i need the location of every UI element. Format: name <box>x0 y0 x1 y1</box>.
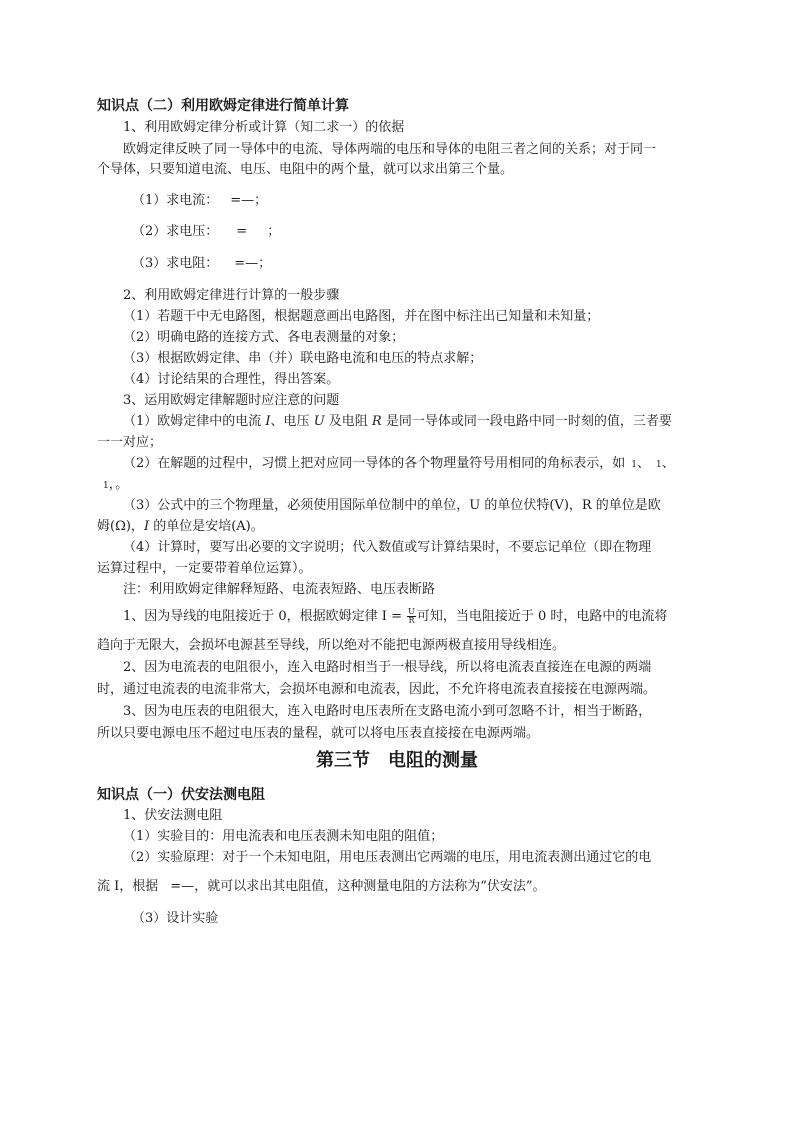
text-run: （2）在解题的过程中，习惯上把对应同一导体的各个物理量符号用相同的角标表示，如 <box>123 456 626 471</box>
formula-resistance <box>132 254 737 274</box>
text-run: 流 I，根据 <box>97 879 159 894</box>
text-run: 可知，当电阻接近于 0 时，电路中的电流将 <box>416 609 668 624</box>
paragraph-line <box>97 877 702 897</box>
section-heading-ohms-law-calc: 知识点（二）利用欧姆定律进行简单计算 <box>97 98 349 114</box>
paragraph-line: 一一对应； <box>97 435 163 450</box>
text-run: 1、因为导线的电阻接近于 0，根据欧姆定律 I = <box>123 609 407 624</box>
section-heading-voltammetry: 知识点（一）伏安法测电阻 <box>97 787 265 803</box>
section-name: 电阻的测量 <box>388 750 478 771</box>
text-run: 、 <box>637 456 651 471</box>
list-item: （1）实验目的：用电流表和电压表测未知电阻的阻值； <box>123 829 444 844</box>
text-run: 是同一导体或同一段电路中同一时刻的值，三者要 <box>381 414 672 429</box>
section-number: 第三节 <box>316 750 370 771</box>
paragraph-title-3: 3、运用欧姆定律解题时应注意的问题 <box>123 393 340 408</box>
text-run: 的单位是安培(A)。 <box>149 519 264 534</box>
paragraph-line: 运算过程中，一定要带着单位运算）。 <box>97 561 312 576</box>
formula-expression: =— <box>170 879 195 894</box>
formula-expression: =—； <box>234 256 272 271</box>
symbol-resistance: R <box>371 414 382 429</box>
formula-current <box>132 191 737 211</box>
text-run: 及电阻 <box>324 414 372 429</box>
subscript: 1 <box>631 460 638 470</box>
paragraph-title-2: 2、利用欧姆定律进行计算的一般步骤 <box>123 288 340 303</box>
paragraph-line: 欧姆定律反映了同一导体中的电流、导体两端的电压和导体的电阻三者之间的关系；对于同一 <box>123 142 657 157</box>
paragraph-line <box>97 517 702 537</box>
paragraph-line <box>123 607 728 627</box>
fraction-numerator: U <box>408 607 415 616</box>
symbol-current: I <box>265 414 271 429</box>
list-item: （1）若题干中无电路图，根据题意画出电路图，并在图中标注出已知量和未知量； <box>123 309 600 324</box>
paragraph-line: 时，通过电流表的电流非常大，会损坏电源和电流表，因此，不允许将电流表直接接在电源两端。 <box>97 682 657 697</box>
formula-voltage <box>132 222 737 242</box>
list-item: （2）明确电路的连接方式、各电表测量的对象； <box>123 330 405 345</box>
subscript: 1 <box>103 481 109 491</box>
symbol-current: I <box>143 519 150 534</box>
formula-expression: = <box>236 224 248 239</box>
note-line: 注：利用欧姆定律解释短路、电流表短路、电压表断路 <box>123 582 436 597</box>
paragraph-title-1: 1、伏安法测电阻 <box>123 808 223 823</box>
text-run: 、电压 <box>270 414 314 429</box>
section-title <box>0 748 794 774</box>
text-run: ，。 <box>108 477 129 492</box>
list-item: （3）设计实验 <box>132 911 219 926</box>
symbol-voltage: U <box>313 414 325 429</box>
text-run: 、 <box>661 456 675 471</box>
paragraph-line: 2、因为电流表的电阻很小，连入电路时相当于一根导线，所以将电流表直接连在电源的两端 <box>123 660 652 675</box>
fraction-denominator: R <box>408 616 415 625</box>
subscript: 1 <box>656 460 662 470</box>
paragraph-line <box>97 475 702 496</box>
list-item: （3）根据欧姆定律、串（并）联电路电流和电压的特点求解； <box>123 351 483 366</box>
fraction-u-over-r <box>407 608 416 625</box>
text-run: 姆(Ω)， <box>97 519 144 534</box>
paragraph-line <box>123 412 728 432</box>
list-item: （2）实验原理：对于一个未知电阻，用电压表测出它两端的电压，用电流表测出通过它的电 <box>123 850 652 865</box>
formula-label: （1）求电流： <box>132 193 219 208</box>
paragraph-line: 所以只要电源电压不超过电压表的量程，就可以将电压表直接接在电源两端。 <box>97 726 540 741</box>
formula-label: （3）求电阻： <box>132 256 219 271</box>
paragraph-line: 趋向于无限大，会损坏电源甚至导线，所以绝对不能把电源两极直接用导线相连。 <box>97 638 566 653</box>
text-run: ，就可以求出其电阻值，这种测量电阻的方法称为“伏安法”。 <box>194 879 546 894</box>
formula-label: （2）求电压： <box>132 224 219 239</box>
text-run: （1）欧姆定律中的电流 <box>123 414 266 429</box>
paragraph-line <box>123 454 728 475</box>
paragraph-line: （4）计算时，要写出必要的文字说明；代入数值或写计算结果时，不要忘记单位（即在物理 <box>123 540 652 555</box>
paragraph-line: （3）公式中的三个物理量，必须使用国际单位制中的单位，U 的单位伏特(V)，R 的单位是欧 <box>123 498 661 513</box>
formula-end: ； <box>267 224 281 239</box>
list-item: （4）讨论结果的合理性，得出答案。 <box>123 372 340 387</box>
paragraph-line: 个导体，只要知道电流、电压、电阻中的两个量，就可以求出第三个量。 <box>97 162 514 177</box>
paragraph-title-1: 1、利用欧姆定律分析或计算（知二求一）的依据 <box>123 120 405 135</box>
paragraph-line: 3、因为电压表的电阻很大，连入电路时电压表所在支路电流小到可忽略不计，相当于断路， <box>123 704 652 719</box>
formula-expression: =—； <box>230 193 268 208</box>
